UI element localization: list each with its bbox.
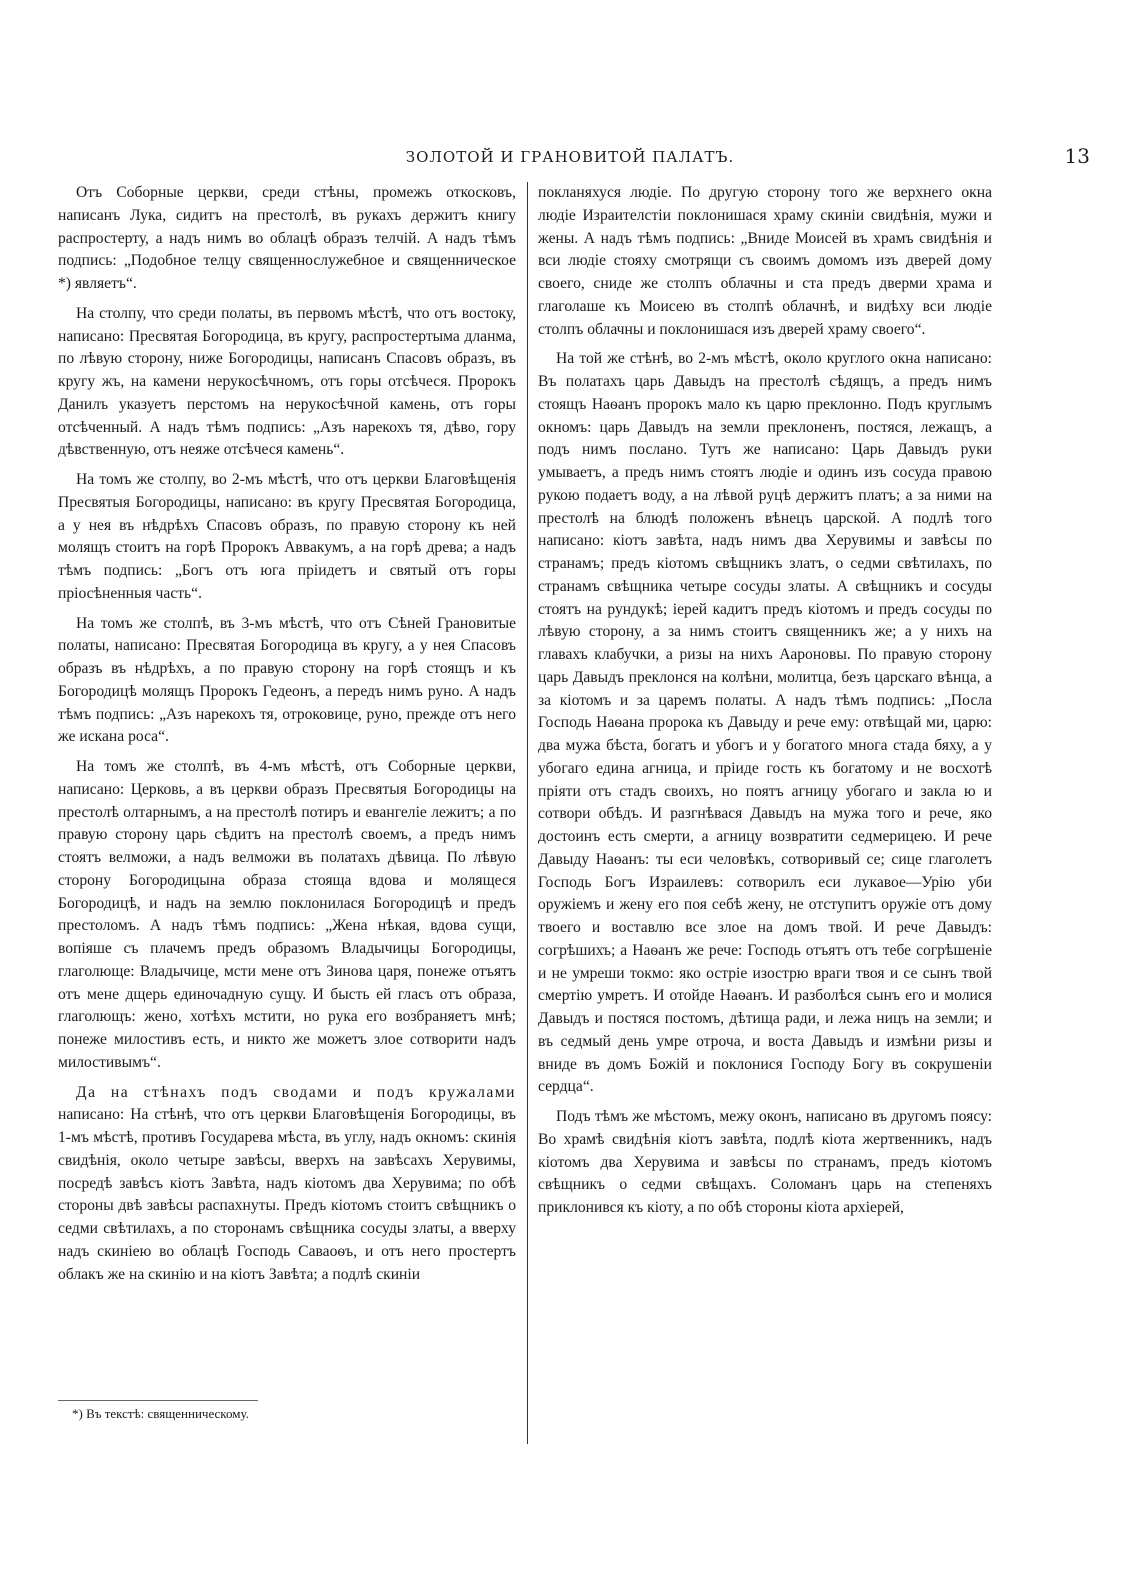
running-title: ЗОЛОТОЙ И ГРАНОВИТОЙ ПАЛАТЪ. — [405, 148, 735, 166]
section-text: написано: На стѣнѣ, что отъ церкви Благовѣщенія Богородицы, въ 1-мъ мѣстѣ, противъ Государева мѣста, въ углу, надъ окномъ: скинія свидѣнія, около четыре завѣсы, вверхъ на завѣсахъ Херувимы, посредѣ завѣсъ кіотъ Завѣта, надъ кіотомъ два Херувима; по обѣ стороны двѣ завѣсы распахнуты. Предъ кіотомъ стоитъ свѣщникъ о седми свѣтилахъ, а по сторонамъ свѣщника сосуды златы, а вверху надъ скиніею во облацѣ Господь Саваоѳъ, и отъ него простертъ облакъ же на скинію и на кіотъ Завѣта; а подлѣ скиніи — [58, 1106, 516, 1283]
paragraph: На томъ же столпу, во 2-мъ мѣстѣ, что отъ церкви Благовѣщенія Пресвятыя Богородицы, написано: въ кругу Пресвятая Богородица, а у нея въ нѣдрѣхъ Спасовъ образъ, по правую сторону къ ней молящъ стоитъ на горѣ Пророкъ Аввакумъ, а на горѣ древа; а надъ тѣмъ подпись: „Богъ отъ юга пріидетъ и святый отъ горы пріосѣненныя часть“. — [58, 471, 516, 602]
page-header — [0, 144, 1140, 176]
page-number: 13 — [1064, 144, 1090, 168]
footnote-rule — [58, 1400, 258, 1401]
paragraph: На той же стѣнѣ, во 2-мъ мѣстѣ, около круглого окна написано: Въ полатахъ царь Давыдъ на престолѣ сѣдящъ, а предъ нимъ стоящъ Наѳанъ пророкъ мало къ царю преклонно. Подъ круглымъ окномъ: царь Давыдъ на земли преклоненъ, постяся, лежащъ, а подъ нимъ послано. Тутъ же написано: Царь Давыдъ руки умываетъ, а предъ нимъ стоятъ людіе и одинъ изъ сосуда правою рукою подаетъ воду, а на лѣвой руцѣ держитъ платъ; а за ними на престолѣ на блюдѣ положенъ вѣнецъ царской. А подлѣ того написано: кіотъ завѣта, надъ нимъ два Херувимы и завѣсы по странамъ; предъ кіотомъ свѣщникъ златъ, о седми свѣтилахъ, по странамъ свѣщника четыре сосуды златы. А свѣщникъ и сосуды стоятъ на рундукѣ; іерей кадитъ предъ кіотомъ и предъ сосуды по лѣвую сторону, а за нимъ стоитъ священникъ же; а у нихъ на главахъ клабучки, а ризы на нихъ Аароновы. По правую сторону царь Давыдъ преклонся на колѣни, молитца, безъ царскаго вѣнца, а за кіотомъ и за царемъ полаты. А надъ тѣмъ подпись: „Посла Господь Наѳана пророка къ Давыду и рече ему: отвѣщай ми, царю: два мужа бѣста, богатъ и убогъ и у богатого многа стада бяху, а у убогаго едина агница, и пріиде гость къ богатому и не восхотѣ пріяти отъ стадъ своихъ, но поятъ агницу убогаго и закла ю и сотвори обѣдъ. И разгнѣвася Давыдъ на мужа того и рече, яко достоинъ есть смерти, а агницу возвратити седмерицею. И рече Давыду Наѳанъ: ты еси человѣкъ, сотворивый се; сице глаголетъ Господь Богъ Израилевъ: сотворилъ еси лукавое—Урію уби оружіемъ и жену его поя себѣ жену, не отступитъ оружіе отъ дому твоего и воставлю все злое на домъ твой. И рече Давыдъ: согрѣшихъ; а Наѳанъ же рече: Господь отъятъ отъ тебе согрѣшеніе и не умреши токмо: яко остріе изострю враги твоя и се сынъ твой смертію умретъ. И отойде Наѳанъ. И разболѣся сынъ его и молися Давыдъ и постяся постомъ, дѣтища ради, и лежа ницъ на земли; и въ седмый день умре отроча, и воста Давыдъ и измѣни ризы и вниде въ домъ Божій и поклонися Господу Богу въ сокрушеніи сердца“. — [538, 350, 992, 1096]
column-divider — [527, 182, 528, 1444]
left-column — [58, 182, 516, 1293]
paragraph: На томъ же столпѣ, въ 3-мъ мѣстѣ, что отъ Сѣней Грановитые полаты, написано: Пресвятая Богородица въ кругу, а у нея Спасовъ образъ въ нѣдрѣхъ, а по правую сторону на горѣ стоящъ и къ Богородицѣ молящъ Пророкъ Гедеонъ, а передъ нимъ руно. А надъ тѣмъ подпись: „Азъ нарекохъ тя, отроковице, руно, прежде отъ него же искана роса“. — [58, 614, 516, 746]
section-paragraph — [58, 1082, 516, 1287]
footnote: *) Въ текстѣ: священническому. — [72, 1406, 249, 1421]
paragraph: Отъ Соборные церкви, среди стѣны, промежъ откосковъ, написанъ Лука, сидитъ на престолѣ, въ рукахъ держитъ книгу распростерту, а надъ нимъ во облацѣ образъ телчій. А надъ тѣмъ подпись: „Подобное телцу священнослужебное и священническое *) являетъ“. — [58, 184, 516, 292]
right-column — [538, 182, 992, 1227]
section-lead: Да на стѣнахъ подъ сводами и подъ кружалами — [76, 1083, 516, 1101]
paragraph: На столпу, что среди полаты, въ первомъ мѣстѣ, что отъ востоку, написано: Пресвятая Богородица, въ кругу, распростертыма дланма, по лѣвую сторону, ниже Богородицы, написанъ Спасовъ образъ, въ кругу жъ, на камени нерукосѣчномъ, отъ горы отсѣчеся. Пророкъ Данилъ указуетъ перстомъ на нерукосѣчной камень, отъ горы отсѣченный. А надъ тѣмъ подпись: „Азъ нарекохъ тя, дѣво, гору дѣвственную, отъ неяже отсѣчеся камень“. — [58, 304, 516, 459]
paragraph: Подъ тѣмъ же мѣстомъ, межу оконъ, написано въ другомъ поясу: Во храмѣ свидѣнія кіотъ завѣта, подлѣ кіота жертвенникъ, надъ кіотомъ два Херувима и завѣсы по странамъ, предъ кіотомъ свѣщникъ о седми свѣщахъ. Соломанъ царь на степеняхъ приклонився къ кіоту, а по обѣ стороны кіота архіерей, — [538, 1108, 992, 1216]
paragraph: На томъ же столпѣ, въ 4-мъ мѣстѣ, отъ Соборные церкви, написано: Церковь, а въ церкви образъ Пресвятыя Богородицы на престолѣ олтарнымъ, а на престолѣ потиръ и евангеліе лежитъ; а по правую сторону царь сѣдитъ на престолѣ своемъ, а предъ нимъ стоятъ велможи, а надъ велможи въ полатахъ дѣвица. По лѣвую сторону Богородицына образа стояща вдова и молящеся Богородицѣ, и надъ на землю поклонилася Богородицѣ и предъ престоломъ. А надъ тѣмъ подпись: „Жена нѣкая, вдова сущи, вопіяше съ плачемъ предъ образомъ Владычицы Богородицы, глаголюще: Владычице, мсти мене отъ Зинова царя, понеже отъятъ отъ мене дщерь единочадную сущу. И бысть ей гласъ отъ образа, глаголющъ: жено, хотѣхъ мстити, но рука его возбраняетъ мнѣ; понеже милостивъ есть, и никто же можетъ злое сотворити надъ милостивымъ“. — [58, 758, 516, 1071]
paragraph-continued: покланяхуся людіе. По другую сторону того же верхнего окна людіе Израителстіи поклонишася храму скиніи свидѣнія, мужи и жены. А надъ тѣмъ подпись: „Вниде Моисей въ храмъ свидѣнія и вси людіе стояху смотрящи съ своимъ домомъ изъ дверей дому своего, сниде же столпъ облачны и ста предъ дверми храма и глаголаше къ Моисею въ столпѣ облачнѣ, и видѣху вси людіе столпъ облачны и поклонишася изъ дверей храму своего“. — [538, 184, 992, 338]
